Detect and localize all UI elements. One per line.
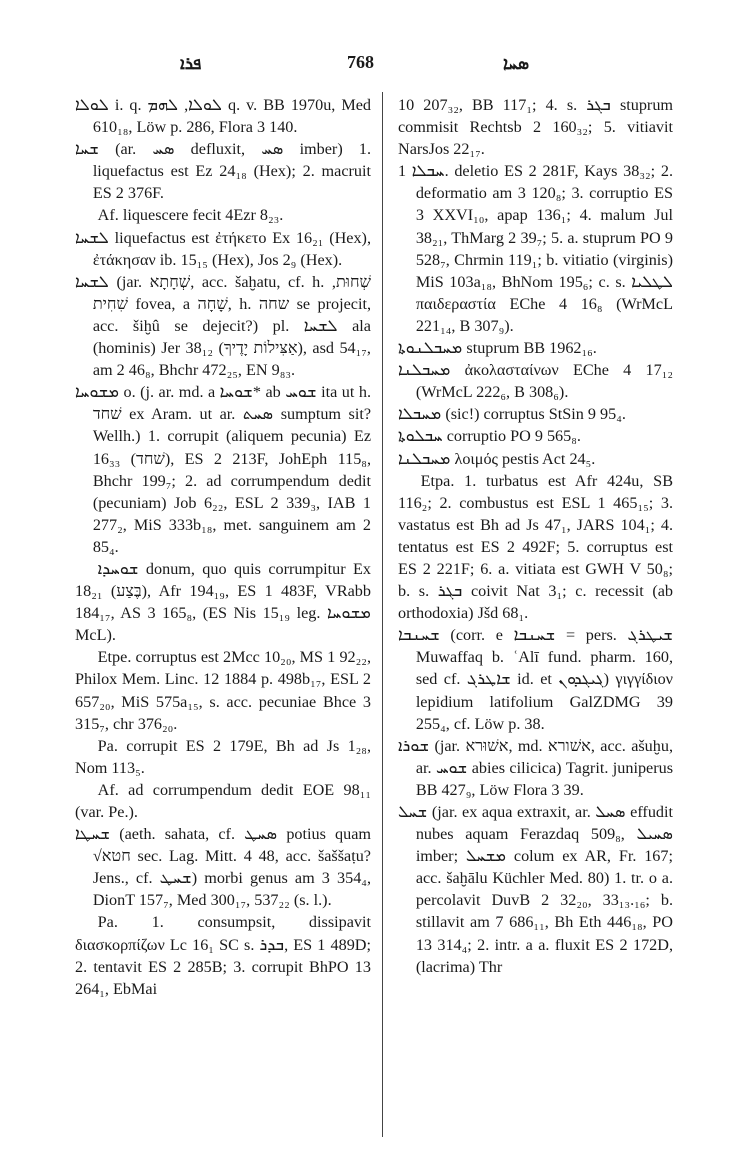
entry-etpa: Etpa. 1. turbatus est Afr 424u, SB 116₂; 2. combustus est ESL 1 465₁₅; 3. vastatus est Bh ad Js 47₁, JARS 104₁; 4. tentatus est ES 2 492F; 5. corruptus est ES 2 221F; 6. a. vitiata est GWH V 50₈; b. s. ܒܓܪ coivit Nat 3₁; c. recessit (ab orthodoxia) Jšd 68₁. bbox=[398, 471, 673, 623]
entry-shhal: ܫܚܠ (jar. ex aqua extraxit, ar. ܣܚܠ effudit nubes aquam Ferazdaq 509₈, ܣܚܝܠ imber; ܡܫܚܠ colum ex AR, Fr. 167; acc. šaḫālu Küchler Med. 80) 1. tr. o a. percolavit DuvB 2 32₂₀, 33₁₃.₁₆; b. stillavit am 7 686₁₁, Bh Eth 446₁₈, PO 13 314₄; 2. intr. a a. fluxit ES 2 172D, (lacrima) Thr bbox=[398, 803, 673, 976]
entry-akolastainon: ܡܚܒܠܢܐ ἀκολασταίνων EChe 4 17₁₂ (WrMcL 222₆, B 308₆). bbox=[398, 361, 673, 402]
entry-ala: ܠܫܚܐ (jar. שְׁחָתָא, acc. šaḫatu, cf. h. שְׁחוּת, שִׁחִית fovea, a שָׁחָה, h. שחה se projecit, acc. šiḫû se dejecit?) pl. ܠܫܚܐ ala (hominis) Jer 38₁₂ (אַצִּילוֹת יָדֶיךָ), asd 54₁₇, am 2 46₈, Bhchr 472₂₅, EN 9₈₃. bbox=[75, 272, 371, 380]
column-divider bbox=[382, 92, 383, 1137]
right-column bbox=[398, 94, 673, 978]
left-column bbox=[75, 94, 371, 1000]
running-head-left: ܦܪܐ bbox=[180, 54, 202, 74]
entry-lepidium: ܫܚܢܒܐ (corr. e ܫܚܢܒܐ = pers. ܫܝܛܪܓ Muwaffaq b. ʿAlī fund. pharm. 160, sed cf. ܫܐܛܪܓ id. et ܓܝܓܕܘܢ) γιγγίδιον lepidium latifolium GalZDMG 39 255₄, cf. Löw p. 38. bbox=[398, 626, 673, 733]
entry-etpe: Etpe. corruptus est 2Mcc 10₂₀, MS 1 92₂₂, Philox Mem. Linc. 12 1884 p. 498b₁₇, ESL 2 657₂₀, MiS 575a₁₅, s. acc. pecuniae Bhce 3 315₇, chr 376₂₀. bbox=[75, 648, 371, 733]
entry-shha: ܫܚܐ (ar. ܣܚ defluxit, ܣܚ imber) 1. liquefactus est Ez 24₁₈ (Hex); 2. macruit ES 2 376F. bbox=[75, 140, 371, 203]
page-number: 768 bbox=[347, 52, 374, 72]
entry-lula: ܠܘܠܐ i. q. ܠܘܠܐ, ܠܗܡ q. v. BB 1970u, Med 610₁₈, Löw p. 286, Flora 3 140. bbox=[75, 96, 372, 137]
page-header bbox=[60, 50, 720, 80]
entry-continuation: 10 207₃₂, BB 117₁; 4. s. ܒܓܪ stuprum commisit Rechtsb 2 160₃₂; 5. vitiavit NarsJos 22₁₇. bbox=[398, 96, 673, 159]
entry-af-liquescere: Af. liquescere fecit 4Ezr 8₂₃. bbox=[97, 206, 284, 225]
entry-corruptio: ܚܒܠܘܬܐ corruptio PO 9 565₈. bbox=[398, 427, 581, 446]
entry-pa-consumpsit: Pa. 1. consumpsit, dissipavit διασκορπίζων Lc 16₁ SC s. ܒܕܪ, ES 1 489D; 2. tentavit ES 2 285B; 3. corrupit BhPO 13 264₁, EbMai bbox=[75, 913, 371, 998]
entry-corrupit: ܡܫܘܚܐ o. (j. ar. md. a ܫܘܚܐ* ab ܫܘܚ ita ut h. שׁחד ex Aram. ut ar. ܣܚܬ sumptum sit? Wellh.) 1. corrupit (aliquem pecunia) Ez 16₃₃ (שׁחד), ES 2 213F, JohEph 115₈, Bhchr 199₇; 2. ad corrumpendum dedit (pecuniam) Job 6₂₂, ESL 2 339₃, IAB 1 277₂, MiS 333b₁₈, met. sanguinem am 2 85₄. bbox=[75, 383, 372, 556]
entry-af-corrumpendum: Af. ad corrumpendum dedit EOE 98₁₁ (var. Pe.). bbox=[75, 780, 371, 821]
entry-corruptus-sic: ܡܚܒܠܐ (sic!) corruptus StSin 9 95₄. bbox=[398, 405, 626, 424]
entry-liquefactus: ܠܫܚܐ liquefactus est ἐτήκετο Ex 16₂₁ (Hex), ἐτάκησαν ib. 15₁₅ (Hex), Jos 2₉ (Hex). bbox=[75, 228, 371, 269]
entry-donum: ܫܘܚܕܐ donum, quo quis corrumpitur Ex 18₂₁ (בֶּצַע), Afr 194₁₉, ES 1 483F, VRabb 184₁₇, AS 3 165₈, (ES Nis 15₁₉ leg. ܡܫܘܚܐ McL). bbox=[75, 559, 371, 645]
entry-pa-corrupit: Pa. corrupit ES 2 179E, Bh ad Js 1₂₈, Nom 113₅. bbox=[75, 736, 371, 777]
entry-juniperus: ܫܘܪܐ (jar. אשׁוּרא, md. אשׁורא, acc. ašuḫu, ar. ܫܘܚ abies cilicica) Tagrit. juniperus BB 427₉, Löw Flora 3 39. bbox=[398, 736, 674, 799]
entry-deletio: ܚܒܠܐ 1. deletio ES 2 281F, Kays 38₃₂; 2. deformatio am 3 120₈; 3. corruptio ES 3 XXVI₁₀, apap 136₁; 4. malum Jul 38₂₁, ThMarg 2 39₇; 5. a. stuprum PO 9 528₇, Chrmin 119₁; b. vitiatio (virginis) MiS 103a₁₈, BhNom 195₆; c. s. ܠܛܠܝܐ παιδεραστία EChe 4 16₈ (WrMcL 221₁₄, B 307₉). bbox=[398, 162, 674, 335]
running-head-right: ܣܚܐ bbox=[503, 54, 530, 74]
entry-morbi-genus: ܫܚܛܐ (aeth. sahata, cf. ܣܚܛ potius quam √חטא sec. Lag. Mitt. 4 48, acc. šaššaṭu? Jens., cf. ܫܚܛ) morbi genus am 3 354₄, DionT 157₇, Med 300₁₇, 537₂₂ (s. l.). bbox=[75, 825, 371, 910]
entry-stuprum: ܡܚܒܠܢܘܬܐ stuprum BB 1962₁₆. bbox=[398, 339, 597, 358]
entry-pestis: ܡܚܒܠܢܐ λοιμός pestis Act 24₅. bbox=[398, 449, 596, 468]
